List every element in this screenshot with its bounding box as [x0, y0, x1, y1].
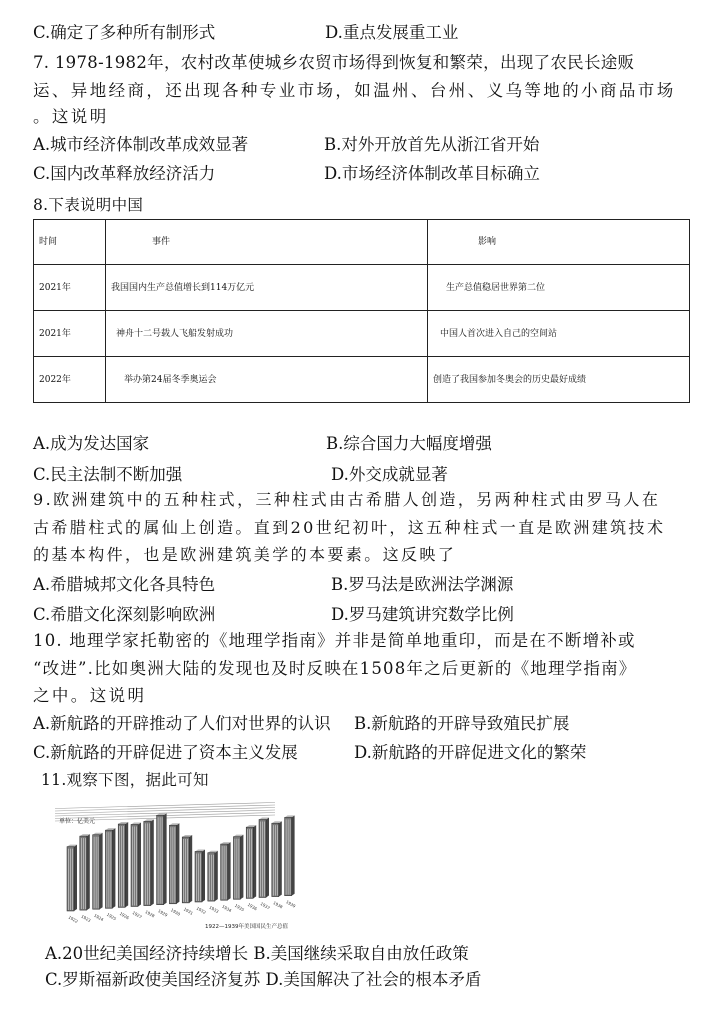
q9-option-c: C.希腊文化深刻影响欧洲: [33, 605, 216, 624]
q9-option-b: B.罗马法是欧洲法学渊源: [331, 575, 514, 594]
chart-category-label: 1925: [105, 911, 118, 922]
q10-option-c: C.新航路的开辟促进了资本主义发展: [33, 743, 298, 762]
table-row: [34, 265, 690, 311]
chart-bar: [208, 851, 218, 901]
q10-stem-line-1: 10. 地理学家托勒密的《地理学指南》并非是简单地重印，而是在不断增补或: [33, 631, 636, 650]
q9-stem-line-3: 的基本构件，也是欧洲建筑美学的本要素。这反映了: [33, 545, 457, 564]
chart-category-label: 1929: [157, 908, 169, 918]
q11-stem: 11.观察下图，据此可知: [41, 771, 209, 789]
q11-options-c-d: C.罗斯福新政使美国经济复苏 D.美国解决了社会的根本矛盾: [45, 970, 482, 989]
chart-category-label: 1933: [208, 904, 220, 915]
table-cell: 举办第24届冬季奥运会: [106, 357, 428, 403]
chart-bar: [169, 823, 179, 904]
q7-option-a: A.城市经济体制改革成效显著: [33, 135, 249, 154]
table-cell: 创造了我国参加冬奥会的历史最好成绩: [428, 357, 690, 403]
chart-category-label: 1923: [80, 913, 92, 924]
chart-perspective-line: [55, 808, 275, 814]
chart-bar: [80, 834, 90, 910]
chart-category-label: 1936: [246, 901, 259, 912]
table-cell: 生产总值稳居世界第二位: [428, 265, 690, 311]
q10-stem-line-3: 之中。这说明: [33, 686, 147, 705]
table-cell: 2022年: [34, 357, 106, 403]
q8-stem: 8.下表说明中国: [33, 196, 144, 214]
chart-category-label: 1928: [144, 909, 156, 919]
chart-bar: [195, 849, 205, 902]
chart-category-label: 1938: [272, 900, 284, 910]
chart-bar: [221, 842, 231, 900]
chart-category-label: 1934: [221, 903, 233, 914]
chart-bar: [144, 819, 154, 905]
q8-option-a: A.成为发达国家: [33, 434, 150, 453]
q9-option-a: A.希腊城邦文化各具特色: [33, 575, 216, 594]
q11-options-a-b: A.20世纪美国经济持续增长 B.美国继续采取自由放任政策: [45, 944, 469, 963]
chart-bar: [182, 835, 192, 903]
q8-option-c: C.民主法制不断加强: [33, 465, 183, 484]
chart-bar: [259, 818, 269, 898]
table-row: [34, 311, 690, 357]
q10-option-a: A.新航路的开辟推动了人们对世界的认识: [33, 714, 331, 733]
chart-y-axis-label: 单位：亿美元: [59, 818, 96, 825]
chart-bar: [93, 833, 103, 909]
table-header-row: [34, 220, 690, 265]
chart-category-label: 1932: [195, 905, 207, 915]
table-row: [34, 357, 690, 403]
q6-option-d: D.重点发展重工业: [325, 23, 459, 42]
q8-option-d: D.外交成就显著: [331, 465, 448, 484]
q9-option-d: D.罗马建筑讲究数学比例: [331, 605, 514, 624]
chart-bar: [118, 822, 128, 907]
gnp-chart-svg: [45, 793, 305, 933]
q8-option-b: B.综合国力大幅度增强: [326, 434, 492, 453]
q7-stem-line-3: 。这说明: [33, 107, 109, 126]
q7-stem-line-1: 7. 1978-1982年，农村改革使城乡农贸市场得到恢复和繁荣，出现了农民长途贩: [33, 53, 635, 72]
chart-category-label: 1931: [182, 906, 195, 916]
q9-stem-line-2: 古希腊柱式的属仙上创造。直到20世纪初叶，这五种柱式一直是欧洲建筑技术: [33, 518, 666, 537]
chart-bar: [246, 825, 256, 898]
table-cell: 2021年: [34, 265, 106, 311]
q9-stem-line-1: 9.欧洲建筑中的五种柱式，三种柱式由古希腊人创造，另两种柱式由罗马人在: [33, 490, 661, 509]
chart-category-label: 1930: [169, 907, 182, 917]
chart-category-label: 1935: [233, 902, 246, 913]
chart-bar: [285, 815, 295, 895]
chart-category-label: 1927: [131, 910, 143, 920]
chart-category-label: 1926: [118, 910, 131, 921]
q7-stem-line-2: 运、异地经商，还出现各种专业市场，如温州、台州、义乌等地的小商品市场: [33, 81, 676, 100]
table-header-cell: 时间: [34, 220, 106, 265]
gnp-bar-chart: [45, 793, 305, 933]
table-cell: 中国人首次进入自己的空间站: [428, 311, 690, 357]
q7-option-c: C.国内改革释放经济活力: [33, 164, 216, 183]
q10-option-d: D.新航路的开辟促进文化的繁荣: [354, 743, 587, 762]
chart-category-label: 1924: [93, 912, 105, 923]
chart-bar: [157, 813, 167, 904]
q7-option-b: B.对外开放首先从浙江省开始: [324, 135, 540, 154]
q8-table: [33, 219, 690, 403]
chart-category-label: 1922: [67, 914, 79, 924]
table-cell: 我国国内生产总值增长到114万亿元: [106, 265, 428, 311]
table-cell: 神舟十二号载人飞船发射成功: [106, 311, 428, 357]
chart-bar: [105, 828, 115, 908]
table-header-cell: 事件: [106, 220, 428, 265]
q7-option-d: D.市场经济体制改革目标确立: [324, 164, 540, 183]
q6-option-c: C.确定了多种所有制形式: [33, 23, 216, 42]
chart-title: 1922—1939年美国国民生产总值: [205, 924, 288, 930]
q10-stem-line-2: “改进”.比如奥洲大陆的发现也及时反映在1508年之后更新的《地理学指南》: [33, 659, 637, 678]
chart-category-label: 1937: [259, 901, 271, 911]
chart-bar: [67, 845, 77, 911]
table-header-cell: 影响: [428, 220, 690, 265]
chart-perspective-line: [55, 803, 275, 809]
chart-bar: [233, 835, 243, 900]
chart-bar: [272, 821, 282, 896]
chart-category-label: 1939: [285, 899, 297, 909]
chart-bar: [131, 822, 141, 906]
table-cell: 2021年: [34, 311, 106, 357]
chart-perspective-line: [55, 805, 275, 811]
q10-option-b: B.新航路的开辟导致殖民扩展: [354, 714, 570, 733]
